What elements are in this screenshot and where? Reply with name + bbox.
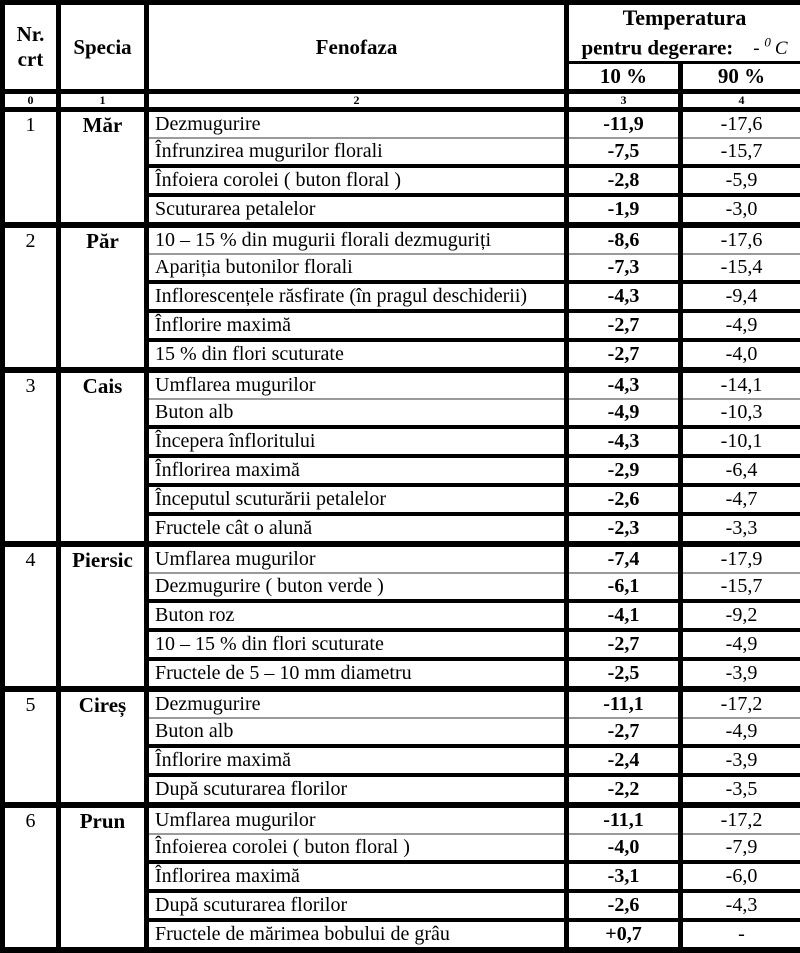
temp-10-cell: -4,0 [567, 834, 681, 862]
temp-10-cell: -7,4 [567, 544, 681, 573]
temp-90-cell: -9,2 [681, 601, 800, 630]
temp-90-cell: -5,9 [681, 166, 800, 195]
phenophase-cell: Umflarea mugurilor [147, 370, 567, 399]
temp-10-cell: -2,7 [567, 718, 681, 746]
group-number-cell: 4 [3, 544, 59, 689]
phenophase-row [3, 544, 800, 573]
column-index-row [3, 92, 800, 110]
col-index-2: 2 [147, 92, 567, 110]
species-cell: Măr [59, 110, 147, 226]
temp-90-cell: -15,7 [681, 573, 800, 601]
header-col-10: 10 % [567, 63, 681, 92]
temp-90-cell: -10,3 [681, 399, 800, 427]
group-number-cell: 2 [3, 225, 59, 370]
temp-10-cell: -4,3 [567, 427, 681, 456]
phenophase-cell: Buton alb [147, 718, 567, 746]
temp-10-cell: -11,1 [567, 689, 681, 718]
temp-90-cell: -10,1 [681, 427, 800, 456]
temp-90-cell: -4,9 [681, 311, 800, 340]
phenophase-row [3, 689, 800, 718]
species-cell: Piersic [59, 544, 147, 689]
temp-10-cell: -2,7 [567, 311, 681, 340]
header-fenofaza: Fenofaza [147, 3, 567, 92]
phenophase-cell: Fructele de 5 – 10 mm diametru [147, 659, 567, 689]
temp-90-cell: -14,1 [681, 370, 800, 399]
header-nr-line2: crt [18, 47, 44, 71]
header-specia: Specia [59, 3, 147, 92]
temp-90-cell: -3,9 [681, 746, 800, 775]
temp-90-cell: -15,4 [681, 254, 800, 282]
temp-90-cell: -17,9 [681, 544, 800, 573]
temp-10-cell: -2,8 [567, 166, 681, 195]
temp-10-cell: -2,4 [567, 746, 681, 775]
temp-90-cell: -4,9 [681, 718, 800, 746]
col-index-0: 0 [3, 92, 59, 110]
temp-90-cell: -3,0 [681, 195, 800, 225]
group-number-cell: 3 [3, 370, 59, 544]
temp-90-cell: -3,3 [681, 514, 800, 544]
phenophase-cell: 15 % din flori scuturate [147, 340, 567, 370]
header-temp-subtitle: pentru degerare: [581, 35, 733, 59]
temp-90-cell: -6,4 [681, 456, 800, 485]
header-col-90: 90 % [681, 63, 800, 92]
phenophase-cell: Dezmugurire [147, 689, 567, 718]
temp-10-cell: +0,7 [567, 920, 681, 950]
phenophase-cell: Dezmugurire ( buton verde ) [147, 573, 567, 601]
col-index-1: 1 [59, 92, 147, 110]
temp-90-cell: -7,9 [681, 834, 800, 862]
phenophase-cell: Buton roz [147, 601, 567, 630]
species-cell: Cais [59, 370, 147, 544]
header-temperatura [567, 3, 800, 63]
phenophase-cell: 10 – 15 % din flori scuturate [147, 630, 567, 659]
temp-10-cell: -2,6 [567, 485, 681, 514]
temp-10-cell: -2,6 [567, 891, 681, 920]
temp-10-cell: -2,9 [567, 456, 681, 485]
phenophase-cell: 10 – 15 % din mugurii florali dezmuguriți [147, 225, 567, 254]
phenophase-row [3, 225, 800, 254]
temp-90-cell: -15,7 [681, 138, 800, 166]
temp-10-cell: -2,3 [567, 514, 681, 544]
group-number-cell: 6 [3, 805, 59, 950]
phenophase-cell: Începutul scuturării petalelor [147, 485, 567, 514]
col-index-3: 3 [567, 92, 681, 110]
phenophase-row [3, 110, 800, 139]
header-nr-line1: Nr. [17, 22, 45, 46]
temp-10-cell: -2,7 [567, 630, 681, 659]
temp-90-cell: -17,2 [681, 689, 800, 718]
phenophase-cell: După scuturarea florilor [147, 775, 567, 805]
header-temp-title: Temperatura [569, 5, 800, 31]
phenophase-cell: Înflorirea maximă [147, 862, 567, 891]
species-cell: Cireș [59, 689, 147, 805]
phenophase-cell: Fructele cât o alună [147, 514, 567, 544]
temp-10-cell: -4,3 [567, 282, 681, 311]
phenophase-cell: Înflorirea maximă [147, 456, 567, 485]
temp-10-cell: -1,9 [567, 195, 681, 225]
phenophase-row [3, 370, 800, 399]
temp-10-cell: -7,5 [567, 138, 681, 166]
phenophase-cell: Buton alb [147, 399, 567, 427]
phenophase-cell: Fructele de mărimea bobului de grâu [147, 920, 567, 950]
group-number-cell: 1 [3, 110, 59, 226]
temp-10-cell: -11,9 [567, 110, 681, 139]
temp-10-cell: -2,7 [567, 340, 681, 370]
temp-10-cell: -6,1 [567, 573, 681, 601]
temp-90-cell: -3,9 [681, 659, 800, 689]
temp-90-cell: -17,6 [681, 110, 800, 139]
temp-10-cell: -2,2 [567, 775, 681, 805]
phenophase-cell: Înfoiera corolei ( buton floral ) [147, 166, 567, 195]
phenophase-cell: Scuturarea petalelor [147, 195, 567, 225]
species-cell: Păr [59, 225, 147, 370]
species-cell: Prun [59, 805, 147, 950]
header-temp-unit: - $^0$ C [753, 38, 787, 59]
phenophase-cell: Umflarea mugurilor [147, 544, 567, 573]
temp-90-cell: -4,3 [681, 891, 800, 920]
col-index-4: 4 [681, 92, 800, 110]
phenophase-cell: Dezmugurire [147, 110, 567, 139]
phenophase-cell: Începera înfloritului [147, 427, 567, 456]
temp-10-cell: -8,6 [567, 225, 681, 254]
temp-10-cell: -4,1 [567, 601, 681, 630]
temp-10-cell: -4,9 [567, 399, 681, 427]
phenophase-cell: Înfrunzirea mugurilor florali [147, 138, 567, 166]
phenophase-cell: Inflorescențele răsfirate (în pragul deschiderii) [147, 282, 567, 311]
temp-90-cell: -4,7 [681, 485, 800, 514]
temp-10-cell: -3,1 [567, 862, 681, 891]
temp-90-cell: -4,9 [681, 630, 800, 659]
temp-90-cell: -17,6 [681, 225, 800, 254]
header-temp-subtitle-line [569, 31, 800, 61]
temp-90-cell: -4,0 [681, 340, 800, 370]
temp-90-cell: -6,0 [681, 862, 800, 891]
phenophase-row [3, 805, 800, 834]
temp-10-cell: -7,3 [567, 254, 681, 282]
temp-10-cell: -11,1 [567, 805, 681, 834]
temp-10-cell: -2,5 [567, 659, 681, 689]
header-row-main [3, 3, 800, 63]
phenophase-cell: Înfoierea corolei ( buton floral ) [147, 834, 567, 862]
temp-90-cell: -9,4 [681, 282, 800, 311]
phenophase-cell: Înflorire maximă [147, 311, 567, 340]
temp-90-cell: - [681, 920, 800, 950]
phenophase-cell: După scuturarea florilor [147, 891, 567, 920]
temp-90-cell: -17,2 [681, 805, 800, 834]
header-nr-crt [3, 3, 59, 92]
temp-90-cell: -3,5 [681, 775, 800, 805]
phenophase-cell: Umflarea mugurilor [147, 805, 567, 834]
group-number-cell: 5 [3, 689, 59, 805]
phenophase-cell: Înflorire maximă [147, 746, 567, 775]
temp-10-cell: -4,3 [567, 370, 681, 399]
phenophase-cell: Apariția butonilor florali [147, 254, 567, 282]
